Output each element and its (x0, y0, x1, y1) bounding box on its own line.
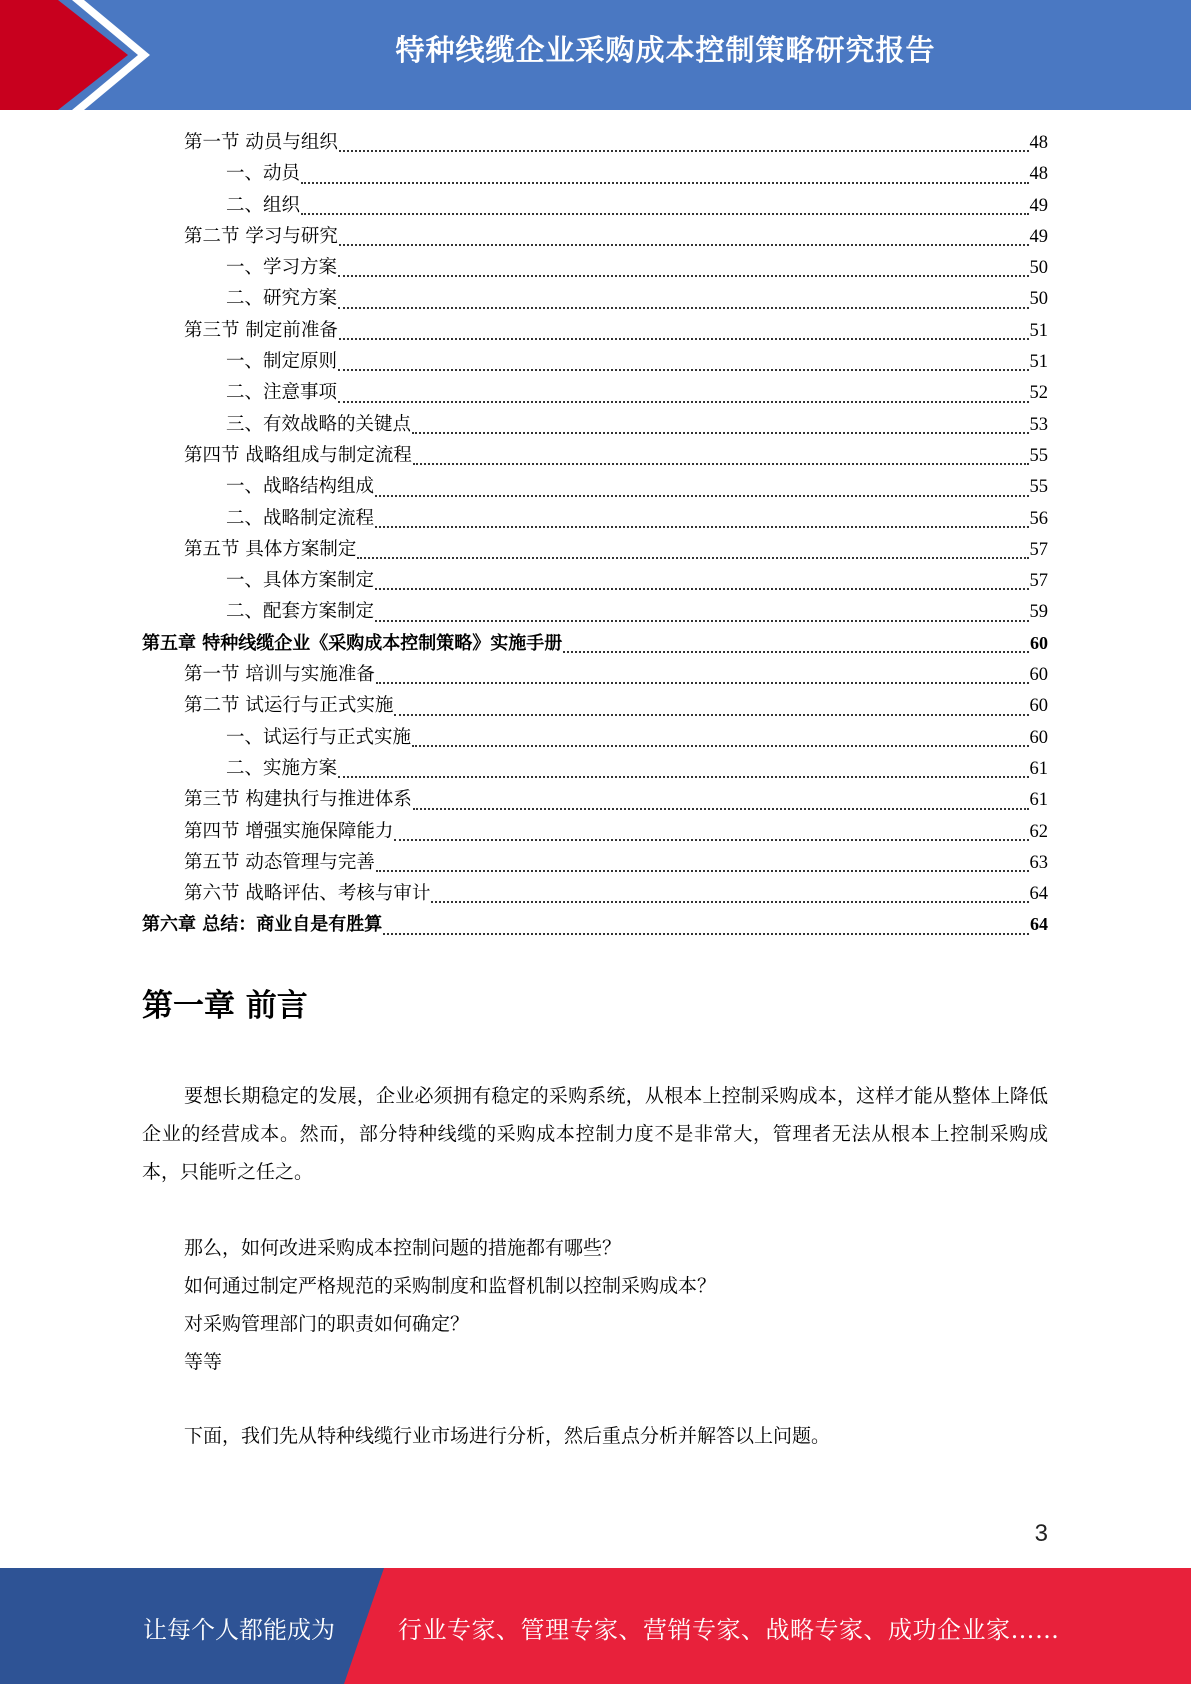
toc-entry-item[interactable] (142, 472, 1048, 503)
toc-dot-leader (338, 776, 1028, 778)
toc-entry-item[interactable] (142, 284, 1048, 315)
toc-entry-title: 二、配套方案制定 (226, 601, 375, 623)
toc-page-number: 51 (1029, 320, 1048, 341)
toc-entry-title: 第四节 战略组成与制定流程 (184, 444, 412, 466)
toc-entry-section[interactable] (142, 222, 1048, 253)
toc-entry-title: 第四节 增强实施保障能力 (184, 820, 394, 842)
toc-entry-title: 一、战略结构组成 (226, 476, 375, 498)
toc-dot-leader (375, 526, 1028, 528)
toc-entry-title: 第六节 战略评估、考核与审计 (184, 883, 431, 905)
toc-page-number: 53 (1029, 414, 1048, 435)
toc-entry-title: 二、战略制定流程 (226, 507, 375, 529)
toc-entry-title: 第六章 总结：商业自是有胜算 (142, 914, 383, 936)
toc-entry-section[interactable] (142, 879, 1048, 910)
question-etc: 等等 (184, 1351, 223, 1373)
toc-entry-title: 一、动员 (226, 163, 301, 185)
toc-dot-leader (338, 369, 1028, 371)
intro-paragraph-block (142, 1077, 1048, 1191)
toc-entry-section[interactable] (142, 535, 1048, 566)
toc-entry-section[interactable] (142, 128, 1048, 159)
toc-dot-leader (338, 401, 1028, 403)
toc-dot-leader (412, 745, 1028, 747)
toc-entry-chapter[interactable] (142, 629, 1048, 660)
toc-entry-item[interactable] (142, 347, 1048, 378)
toc-dot-leader (338, 275, 1028, 277)
toc-page-number: 60 (1030, 632, 1048, 653)
page-footer (0, 1568, 1191, 1684)
toc-entry-item[interactable] (142, 378, 1048, 409)
toc-page-number: 60 (1029, 696, 1048, 717)
toc-entry-title: 第二节 学习与研究 (184, 225, 338, 247)
toc-page-number: 51 (1029, 352, 1048, 373)
toc-dot-leader (394, 714, 1028, 716)
toc-dot-leader (563, 651, 1029, 653)
report-title: 特种线缆企业采购成本控制策略研究报告 (395, 33, 936, 67)
toc-entry-title: 第五章 特种线缆企业《采购成本控制策略》实施手册 (142, 632, 563, 654)
question-1: 那么，如何改进采购成本控制问题的措施都有哪些？ (184, 1237, 622, 1259)
toc-dot-leader (301, 213, 1028, 215)
toc-page-number: 60 (1029, 727, 1048, 748)
question-3: 对采购管理部门的职责如何确定？ (184, 1313, 470, 1335)
toc-entry-item[interactable] (142, 597, 1048, 628)
toc-entry-item[interactable] (142, 754, 1048, 785)
toc-entry-item[interactable] (142, 191, 1048, 222)
toc-dot-leader (375, 620, 1028, 622)
page-header (0, 0, 1191, 110)
toc-entry-section[interactable] (142, 691, 1048, 722)
toc-entry-title: 二、注意事项 (226, 382, 338, 404)
toc-entry-title: 第一节 培训与实施准备 (184, 664, 375, 686)
toc-entry-title: 第二节 试运行与正式实施 (184, 695, 394, 717)
closing-paragraph-block (142, 1417, 1048, 1455)
toc-entry-title: 第三节 制定前准备 (184, 319, 338, 341)
toc-dot-leader (431, 901, 1028, 903)
toc-dot-leader (339, 338, 1029, 340)
footer-slogan-right: 行业专家、管理专家、营销专家、战略专家、成功企业家…… (398, 1616, 1060, 1644)
toc-entry-item[interactable] (142, 504, 1048, 535)
toc-entry-title: 第五节 动态管理与完善 (184, 851, 375, 873)
toc-entry-item[interactable] (142, 410, 1048, 441)
toc-entry-title: 第五节 具体方案制定 (184, 538, 357, 560)
toc-dot-leader (301, 182, 1028, 184)
intro-paragraph: 要想长期稳定的发展，企业必须拥有稳定的采购系统，从根本上控制采购成本，这样才能从整体上降低企业的经营成本。然而，部分特种线缆的采购成本控制力度不是非常大，管理者无法从根本上控制采购成本，只能听之任之。 (142, 1085, 1048, 1183)
toc-entry-item[interactable] (142, 253, 1048, 284)
toc-entry-item[interactable] (142, 159, 1048, 190)
toc-page-number: 64 (1030, 914, 1048, 935)
toc-page-number: 49 (1029, 226, 1048, 247)
chapter-heading: 第一章 前言 (142, 988, 308, 1024)
toc-page-number: 59 (1029, 602, 1048, 623)
toc-page-number: 61 (1029, 758, 1048, 779)
toc-entry-title: 三、有效战略的关键点 (226, 413, 412, 435)
toc-entry-section[interactable] (142, 785, 1048, 816)
toc-page-number: 56 (1029, 508, 1048, 529)
page-number: 3 (1034, 1520, 1048, 1547)
toc-entry-title: 一、试运行与正式实施 (226, 726, 412, 748)
toc-page-number: 50 (1029, 258, 1048, 279)
toc-page-number: 49 (1029, 195, 1048, 216)
toc-page-number: 64 (1029, 884, 1048, 905)
toc-dot-leader (376, 682, 1029, 684)
toc-dot-leader (338, 307, 1028, 309)
toc-entry-section[interactable] (142, 660, 1048, 691)
toc-page-number: 57 (1029, 539, 1048, 560)
toc-entry-item[interactable] (142, 723, 1048, 754)
toc-page-number: 57 (1029, 571, 1048, 592)
toc-dot-leader (339, 150, 1029, 152)
toc-entry-item[interactable] (142, 566, 1048, 597)
toc-entry-title: 第一节 动员与组织 (184, 132, 338, 153)
footer-slogan-left: 让每个人都能成为 (143, 1616, 335, 1644)
table-of-contents (142, 128, 1048, 942)
toc-entry-title: 二、研究方案 (226, 288, 338, 310)
toc-page-number: 52 (1029, 383, 1048, 404)
toc-page-number: 48 (1029, 133, 1048, 153)
toc-entry-section[interactable] (142, 441, 1048, 472)
toc-dot-leader (383, 933, 1029, 935)
toc-page-number: 62 (1029, 821, 1048, 842)
toc-entry-section[interactable] (142, 817, 1048, 848)
toc-page-number: 55 (1029, 477, 1048, 498)
question-list (142, 1229, 1048, 1381)
toc-dot-leader (412, 432, 1028, 434)
toc-entry-title: 二、组织 (226, 194, 301, 216)
toc-dot-leader (413, 463, 1029, 465)
toc-page-number: 50 (1029, 289, 1048, 310)
closing-paragraph: 下面，我们先从特种线缆行业市场进行分析，然后重点分析并解答以上问题。 (184, 1425, 831, 1447)
toc-dot-leader (375, 588, 1028, 590)
toc-dot-leader (375, 495, 1028, 497)
toc-entry-section[interactable] (142, 848, 1048, 879)
toc-entry-title: 一、具体方案制定 (226, 570, 375, 592)
toc-dot-leader (339, 244, 1029, 246)
toc-dot-leader (376, 870, 1029, 872)
toc-entry-title: 第三节 构建执行与推进体系 (184, 789, 412, 811)
toc-page-number: 63 (1029, 852, 1048, 873)
toc-entry-title: 二、实施方案 (226, 757, 338, 779)
toc-dot-leader (357, 557, 1028, 559)
toc-page-number: 55 (1029, 445, 1048, 466)
toc-entry-title: 一、制定原则 (226, 351, 338, 373)
toc-dot-leader (413, 808, 1029, 810)
toc-page-number: 61 (1029, 790, 1048, 811)
question-2: 如何通过制定严格规范的采购制度和监督机制以控制采购成本？ (184, 1275, 717, 1297)
toc-entry-section[interactable] (142, 316, 1048, 347)
toc-page-number: 48 (1029, 164, 1048, 185)
toc-page-number: 60 (1029, 665, 1048, 686)
toc-dot-leader (394, 839, 1028, 841)
toc-entry-chapter[interactable] (142, 910, 1048, 941)
toc-entry-title: 一、学习方案 (226, 257, 338, 279)
